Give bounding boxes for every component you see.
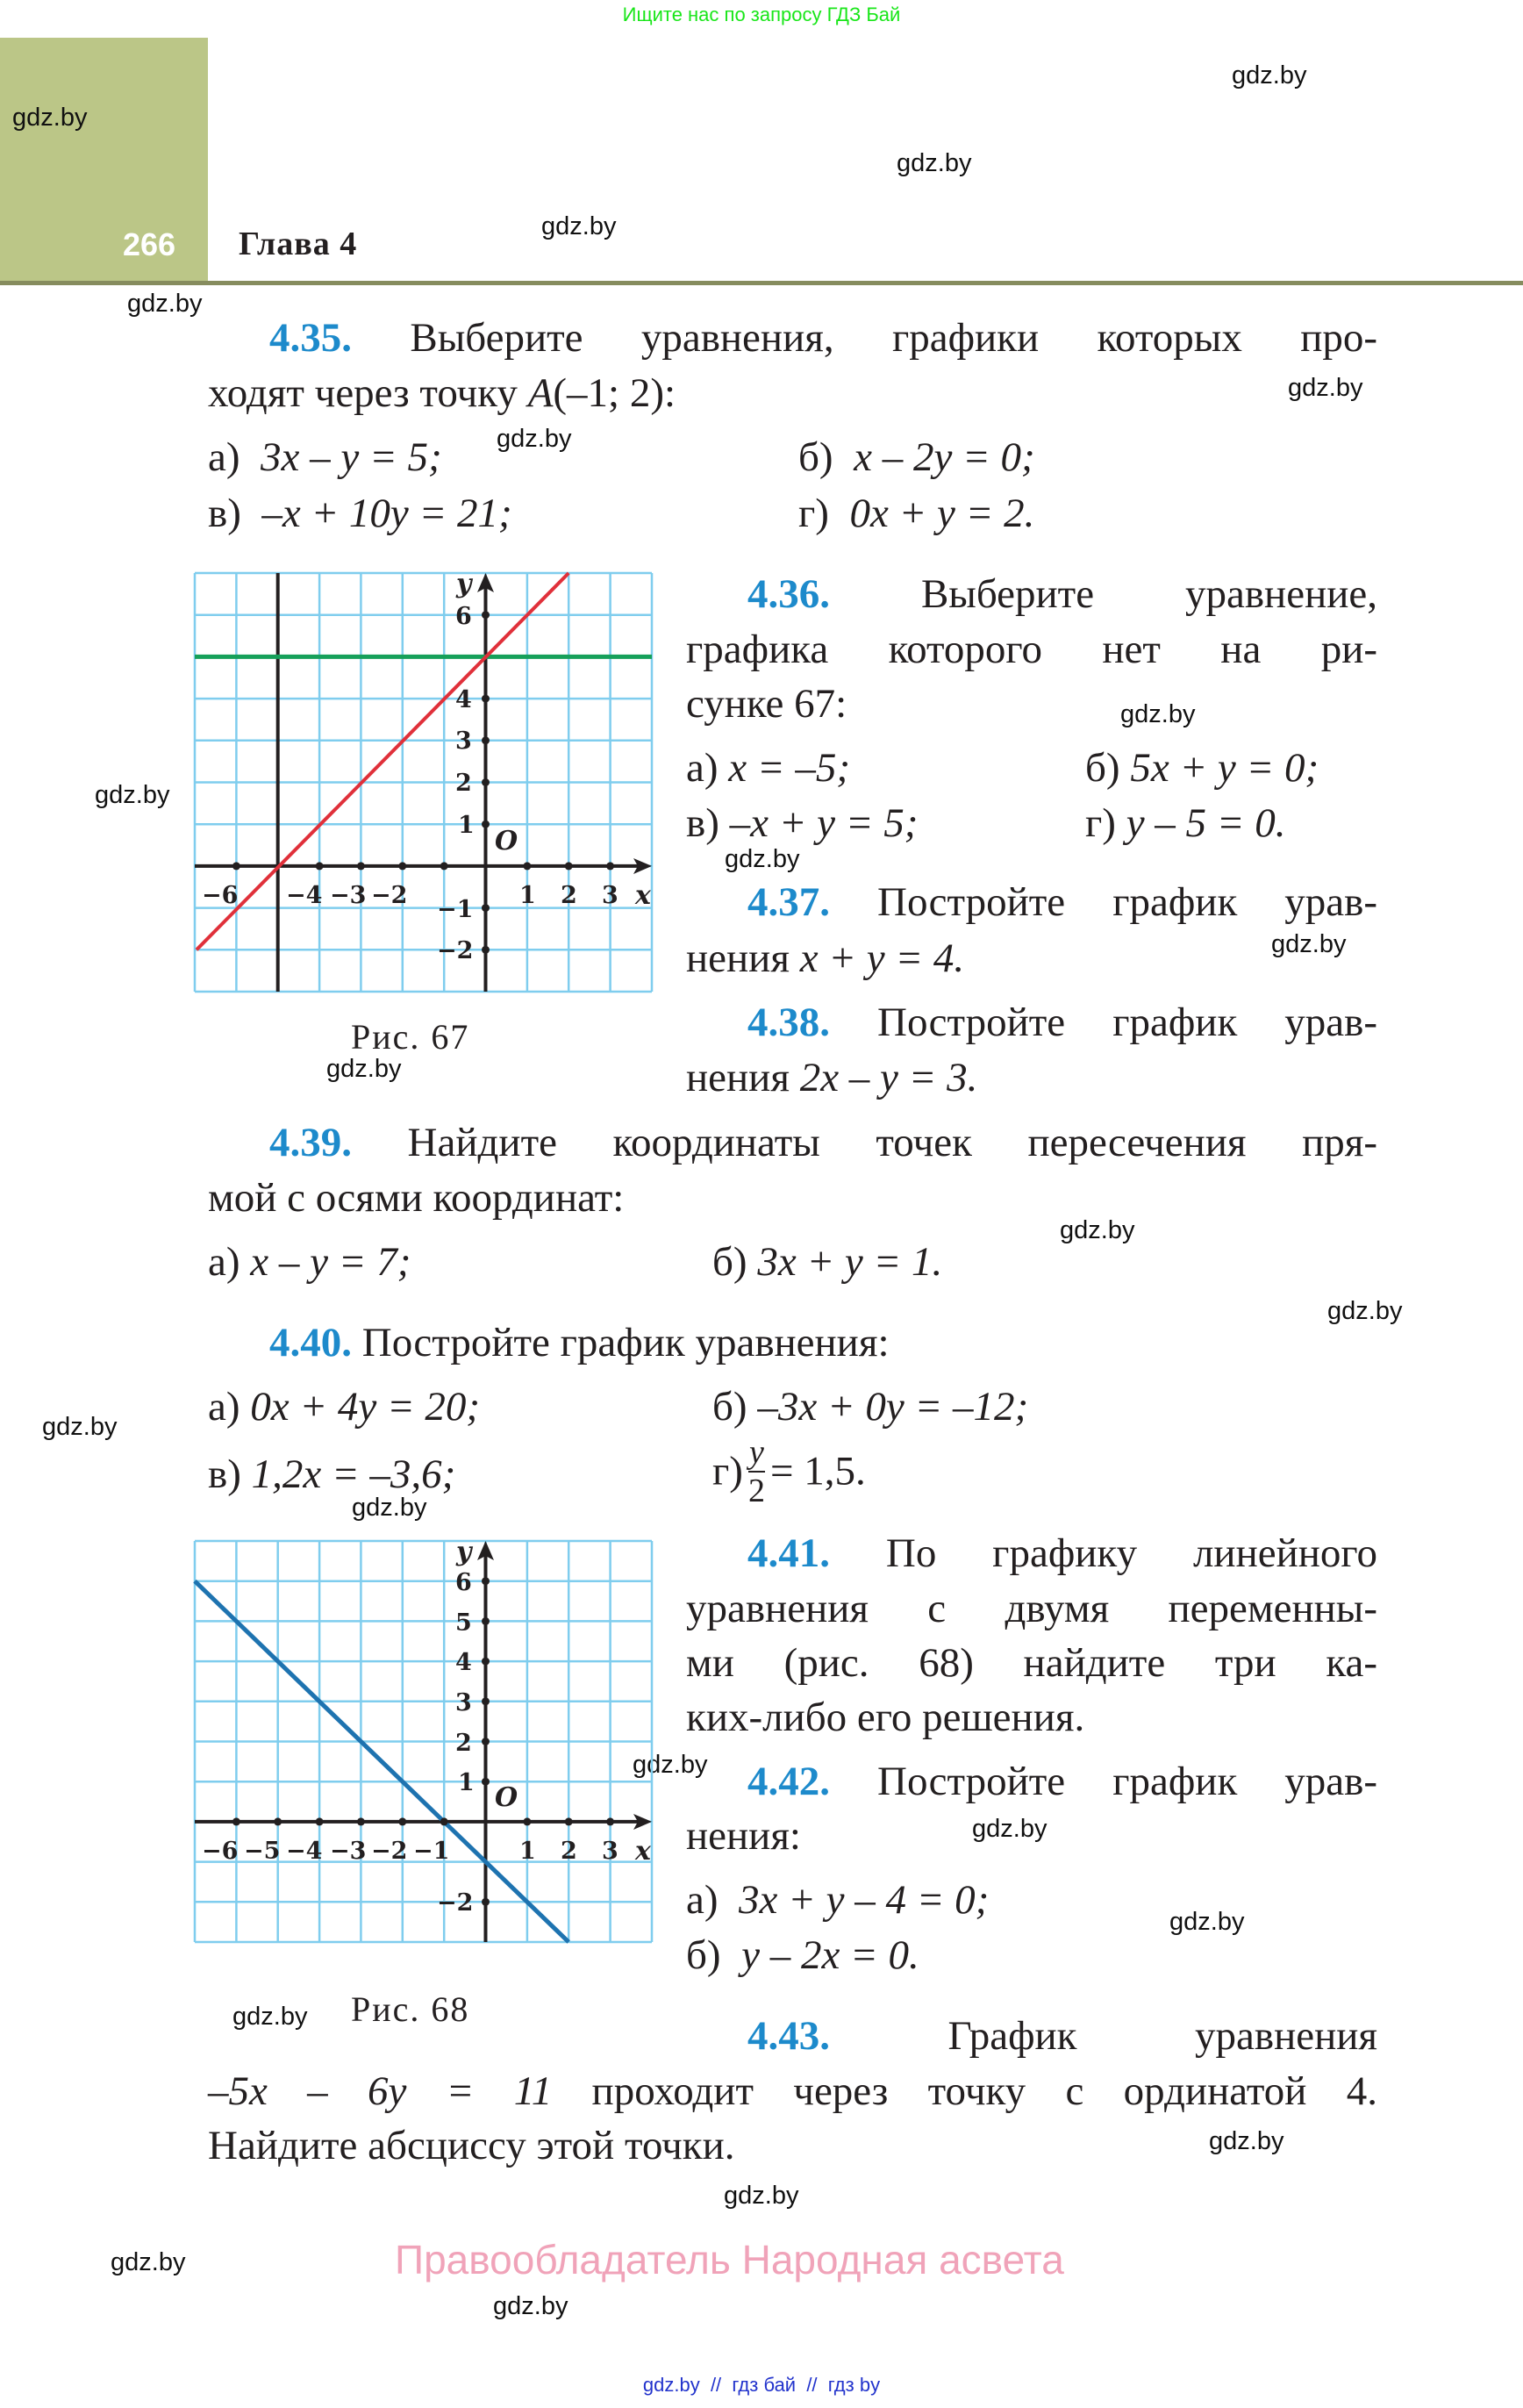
watermark: gdz.by [12,104,88,132]
svg-text:1: 1 [458,812,475,839]
task-4-40-option-a: а) 0x + 4y = 20; [208,1384,481,1430]
origin-label: O [495,826,518,856]
svg-text:−6: −6 [202,882,239,909]
task-4-36-line1: 4.36. Выберите уравнение, [747,571,1377,617]
promo-banner[interactable]: Ищите нас по запросу ГДЗ Бай [622,4,901,25]
svg-text:−4: −4 [286,882,323,909]
task-4-36-line2: графика которого нет на ри- [686,627,1377,672]
watermark: gdz.by [1327,1297,1403,1325]
figure-67-graph [186,562,669,1009]
watermark: gdz.by [352,1494,427,1522]
svg-text:6: 6 [455,603,472,630]
watermark: gdz.by [326,1055,402,1083]
task-4-39-line2: мой с осями координат: [208,1175,625,1221]
svg-text:1: 1 [519,882,536,909]
task-4-42-option-a: а) 3x + y – 4 = 0; [686,1877,990,1923]
figure-67-caption: Рис. 67 [351,1017,470,1057]
task-4-40-option-v: в) 1,2x = –3,6; [208,1451,456,1497]
task-4-41-line1: 4.41. По графику линейного [747,1530,1378,1576]
watermark: gdz.by [725,845,800,873]
task-4-43-line1: 4.43. График уравнения [747,2013,1378,2059]
svg-text:4: 4 [455,686,472,713]
task-4-35-option-b: б) x – 2y = 0; [798,434,1035,480]
task-4-37-line1: 4.37. Постройте график урав- [747,879,1378,925]
task-4-40-line1: 4.40. Постройте график уравнения: [269,1320,890,1365]
x-axis-label: x [635,880,651,911]
footer-links[interactable]: gdz.by // гдз бай // гдз by [642,2374,881,2396]
y-axis-label: y [456,569,472,599]
task-4-36-option-g: г) y – 5 = 0. [1085,800,1286,846]
svg-text:x: x [635,1836,651,1867]
svg-text:3: 3 [455,727,472,755]
svg-text:−6: −6 [202,1838,239,1865]
task-4-35-option-g: г) 0x + y = 2. [798,491,1035,536]
watermark: gdz.by [1169,1908,1245,1936]
watermark: gdz.by [232,2003,308,2031]
task-4-41-line4: ких-либо его решения. [686,1695,1085,1740]
svg-text:6: 6 [455,1569,472,1596]
svg-text:y: y [456,1537,472,1567]
svg-text:2: 2 [561,882,577,909]
watermark: gdz.by [541,212,617,240]
task-4-36-option-a: а) x = –5; [686,745,850,791]
watermark: gdz.by [897,149,972,177]
task-4-40-option-b: б) –3x + 0y = –12; [712,1384,1029,1430]
line-blue [195,1581,568,1942]
page-number-block [0,38,208,283]
svg-text:−3: −3 [330,1838,367,1865]
svg-text:−5: −5 [244,1838,281,1865]
task-4-43-line2: –5x – 6y = 11 проходит через точку с ординатой 4. [208,2068,1378,2114]
svg-text:3: 3 [455,1689,472,1716]
figure-68-graph [186,1530,669,1960]
watermark: gdz.by [1271,930,1347,958]
figure-68-caption: Рис. 68 [351,1989,470,2029]
watermark: gdz.by [497,425,572,453]
svg-text:3: 3 [602,1838,618,1865]
chapter-title: Глава 4 [239,226,358,262]
task-4-36-line3: сунке 67: [686,681,847,727]
svg-text:−1: −1 [437,896,474,923]
copyright-notice: Правообладатель Народная асвета [395,2237,1064,2283]
watermark: gdz.by [95,781,170,809]
task-4-41-line2: уравнения с двумя переменны- [686,1586,1377,1631]
task-4-38-line2: нения 2x – y = 3. [686,1055,978,1100]
svg-text:−2: −2 [437,937,474,964]
watermark: gdz.by [111,2248,186,2276]
watermark: gdz.by [42,1413,118,1441]
task-4-39-option-b: б) 3x + y = 1. [712,1239,943,1285]
svg-text:−1: −1 [413,1838,450,1865]
page-number: 266 [123,226,176,262]
task-4-36-option-v: в) –x + y = 5; [686,800,919,846]
svg-text:2: 2 [561,1838,577,1865]
task-4-38-line1: 4.38. Постройте график урав- [747,1000,1378,1045]
task-number: 4.35. [269,315,352,361]
watermark: gdz.by [493,2292,568,2320]
task-4-35-line1: 4.35. Выберите уравнения, графики которых про- [269,315,1378,361]
svg-text:−2: −2 [437,1889,474,1917]
svg-text:−3: −3 [330,882,367,909]
fraction: $\frac{y}{2}$ [747,1434,765,1509]
watermark: gdz.by [127,290,203,318]
watermark: gdz.by [1060,1216,1135,1244]
header-divider [0,281,1523,285]
task-4-39-option-a: а) x – y = 7; [208,1239,411,1285]
svg-text:1: 1 [458,1769,475,1796]
svg-text:4: 4 [455,1649,472,1676]
svg-text:3: 3 [602,882,618,909]
svg-text:−4: −4 [286,1838,323,1865]
task-4-43-line3: Найдите абсциссу этой точки. [208,2123,735,2168]
task-4-42-option-b: б) y – 2x = 0. [686,1932,919,1978]
watermark: gdz.by [1209,2127,1284,2155]
task-4-35-line2: ходят через точку A(–1; 2): [208,370,676,416]
svg-text:2: 2 [455,1730,472,1757]
task-4-40-option-g: г) $\frac{y}{2}$ = 1,5. [712,1434,866,1509]
task-4-41-line3: ми (рис. 68) найдите три ка- [686,1640,1377,1686]
task-4-42-line2: нения: [686,1813,801,1859]
watermark: gdz.by [1232,61,1307,90]
svg-text:2: 2 [455,770,472,797]
watermark: gdz.by [1288,374,1363,402]
watermark: gdz.by [633,1751,708,1779]
task-4-42-line1: 4.42. Постройте график урав- [747,1759,1378,1804]
task-4-39-line1: 4.39. Найдите координаты точек пересечения пря- [269,1120,1378,1165]
svg-text:5: 5 [455,1609,472,1637]
task-4-35-option-v: в) –x + 10y = 21; [208,491,512,536]
watermark: gdz.by [724,2182,799,2210]
svg-text:−2: −2 [371,1838,408,1865]
svg-text:1: 1 [519,1838,536,1865]
task-4-36-option-b: б) 5x + y = 0; [1085,745,1319,791]
watermark: gdz.by [972,1815,1048,1843]
svg-text:O: O [495,1782,518,1813]
svg-text:−2: −2 [371,882,408,909]
task-4-35-option-a: а) 3x – y = 5; [208,434,442,480]
task-4-37-line2: нения x + y = 4. [686,935,965,981]
watermark: gdz.by [1120,700,1196,728]
grid [195,569,652,992]
